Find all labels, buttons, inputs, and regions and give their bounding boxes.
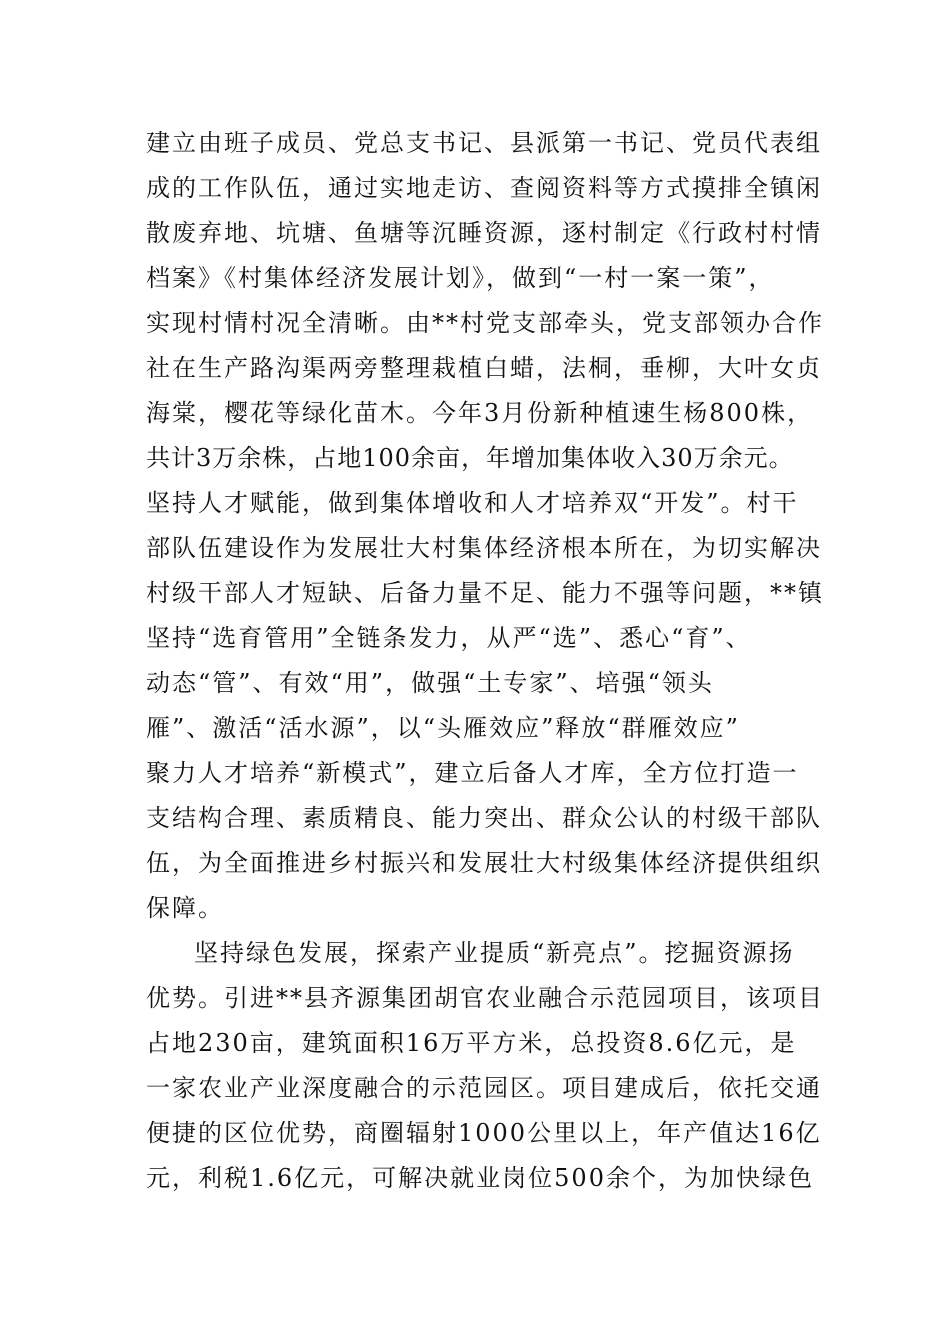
- text-line: 雁”、激活“活水源”，以“头雁效应”释放“群雁效应”: [146, 714, 740, 742]
- text-line: 部队伍建设作为发展壮大村集体经济根本所在，为切实解决: [146, 534, 822, 562]
- text-line: 成的工作队伍，通过实地走访、查阅资料等方式摸排全镇闲: [146, 174, 822, 202]
- text-line: 共计3万余株，占地100余亩，年增加集体收入30万余元。: [146, 444, 794, 472]
- text-line: 支结构合理、素质精良、能力突出、群众公认的村级干部队: [146, 804, 822, 832]
- body-text: [146, 121, 824, 1201]
- text-line: 伍，为全面推进乡村振兴和发展壮大村级集体经济提供组织: [146, 849, 822, 877]
- text-line: 建立由班子成员、党总支书记、县派第一书记、党员代表组: [146, 129, 822, 157]
- text-line: 元，利税1.6亿元，可解决就业岗位500余个，为加快绿色: [146, 1164, 814, 1192]
- text-line: 村级干部人才短缺、后备力量不足、能力不强等问题，**镇: [146, 579, 824, 607]
- text-line: 实现村情村况全清晰。由**村党支部牵头，党支部领办合作: [146, 309, 824, 337]
- paragraph-start-line: 坚持绿色发展，探索产业提质“新亮点”。挖掘资源扬: [194, 939, 795, 967]
- text-line: 便捷的区位优势，商圈辐射1000公里以上，年产值达16亿: [146, 1119, 822, 1147]
- text-line: 优势。引进**县齐源集团胡官农业融合示范园项目，该项目: [146, 984, 824, 1012]
- text-line: 动态“管”、有效“用”，做强“土专家”、培强“领头: [146, 669, 714, 697]
- text-line: 占地230亩，建筑面积16万平方米，总投资8.6亿元，是: [146, 1029, 797, 1057]
- text-line: 海棠，樱花等绿化苗木。今年3月份新种植速生杨800株，: [146, 399, 814, 427]
- text-line: 散废弃地、坑塘、鱼塘等沉睡资源，逐村制定《行政村村情: [146, 219, 822, 247]
- text-line: 坚持人才赋能，做到集体增收和人才培养双“开发”。村干: [146, 489, 799, 517]
- text-line: 一家农业产业深度融合的示范园区。项目建成后，依托交通: [146, 1074, 822, 1102]
- text-line: 保障。: [146, 894, 224, 922]
- text-line: 聚力人才培养“新模式”，建立后备人才库，全方位打造一: [146, 759, 799, 787]
- text-line: 社在生产路沟渠两旁整理栽植白蜡，法桐，垂柳，大叶女贞: [146, 354, 822, 382]
- text-line: 坚持“选育管用”全链条发力，从严“选”、悉心“育”、: [146, 624, 752, 652]
- text-line: 档案》《村集体经济发展计划》，做到“一村一案一策”，: [146, 264, 775, 292]
